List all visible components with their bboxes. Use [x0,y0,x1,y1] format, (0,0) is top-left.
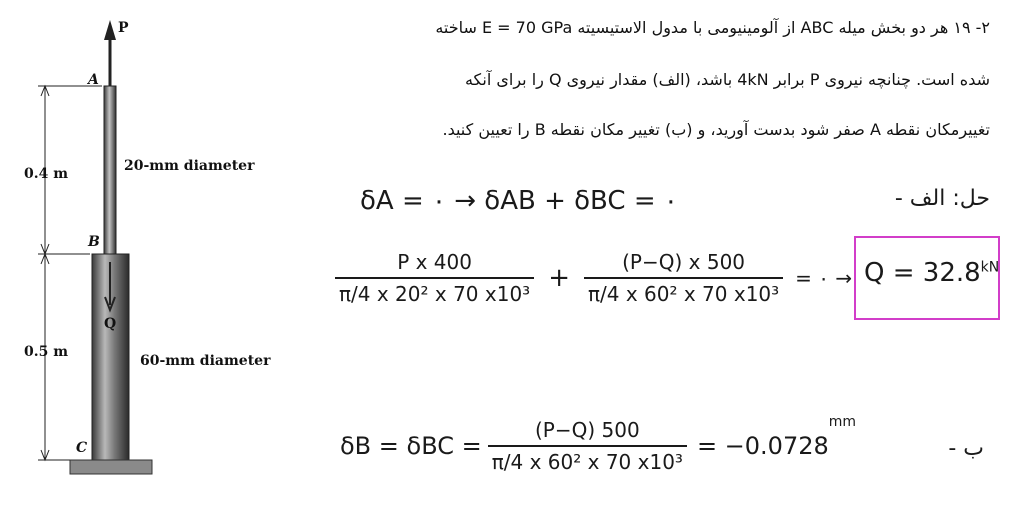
problem-line-3: تغییرمکان نقطه A صفر شود بدست آورید، و (ب) تغییر مکان نقطه B را تعیین کنید. [442,120,990,139]
segment-AB [104,86,116,256]
point-A-label: A [88,72,99,88]
base-support [70,460,152,474]
answer-Q-value: Q = 32.8 [864,258,981,288]
force-P-label: P [118,20,129,36]
eq2-fraction-1 [335,250,534,306]
answer-Q-box [854,236,1000,320]
equation-1: δA = ۰ → δAB + δBC = ۰ [360,186,678,216]
problem-line-2: شده است. چنانچه نیروی P برابر 4kN باشد، (الف) مقدار نیروی Q را برای آنکه [464,70,990,89]
eq2-term2-numerator: (P−Q) x 500 [584,250,783,279]
diam-AB-label: 20-mm diameter [124,158,255,174]
dim-BC-label: 0.5 m [24,344,69,360]
eq2-fraction-2 [584,250,783,306]
equation-2 [335,250,852,306]
part-a-label: حل: الف - [894,186,990,211]
diam-BC-label: 60-mm diameter [140,353,271,369]
eq3-result: = −0.0728 [696,432,829,460]
eq2-term1-numerator: P x 400 [335,250,534,279]
point-C-label: C [76,440,88,456]
eq3-denominator: π/4 x 60² x 70 x10³ [491,450,683,474]
eq2-term1-denominator: π/4 x 20² x 70 x10³ [339,282,531,306]
rod-figure [0,0,290,514]
eq2-plus: + [548,263,570,293]
eq3-lhs: δB = δBC = [340,432,482,460]
answer-Q-unit: kN [980,259,1000,276]
dim-AB-label: 0.4 m [24,166,69,182]
rod-drawing [0,0,290,514]
eq2-result: = ۰ → [795,266,853,290]
eq2-term2-denominator: π/4 x 60² x 70 x10³ [587,282,780,306]
point-B-label: B [88,234,100,250]
eq3-numerator: (P−Q) 500 [488,418,687,447]
part-b-label: ب - [948,436,984,461]
force-Q-label: Q [104,316,117,332]
equation-3 [340,414,857,474]
eq3-fraction [488,418,687,474]
eq3-unit: mm [828,414,857,430]
problem-line-1: ۲- ۱۹ هر دو بخش میله ABC از آلومینیومی با مدول الاستیسیته E = 70 GPa ساخته [435,18,990,37]
force-P-arrowhead [104,20,116,40]
